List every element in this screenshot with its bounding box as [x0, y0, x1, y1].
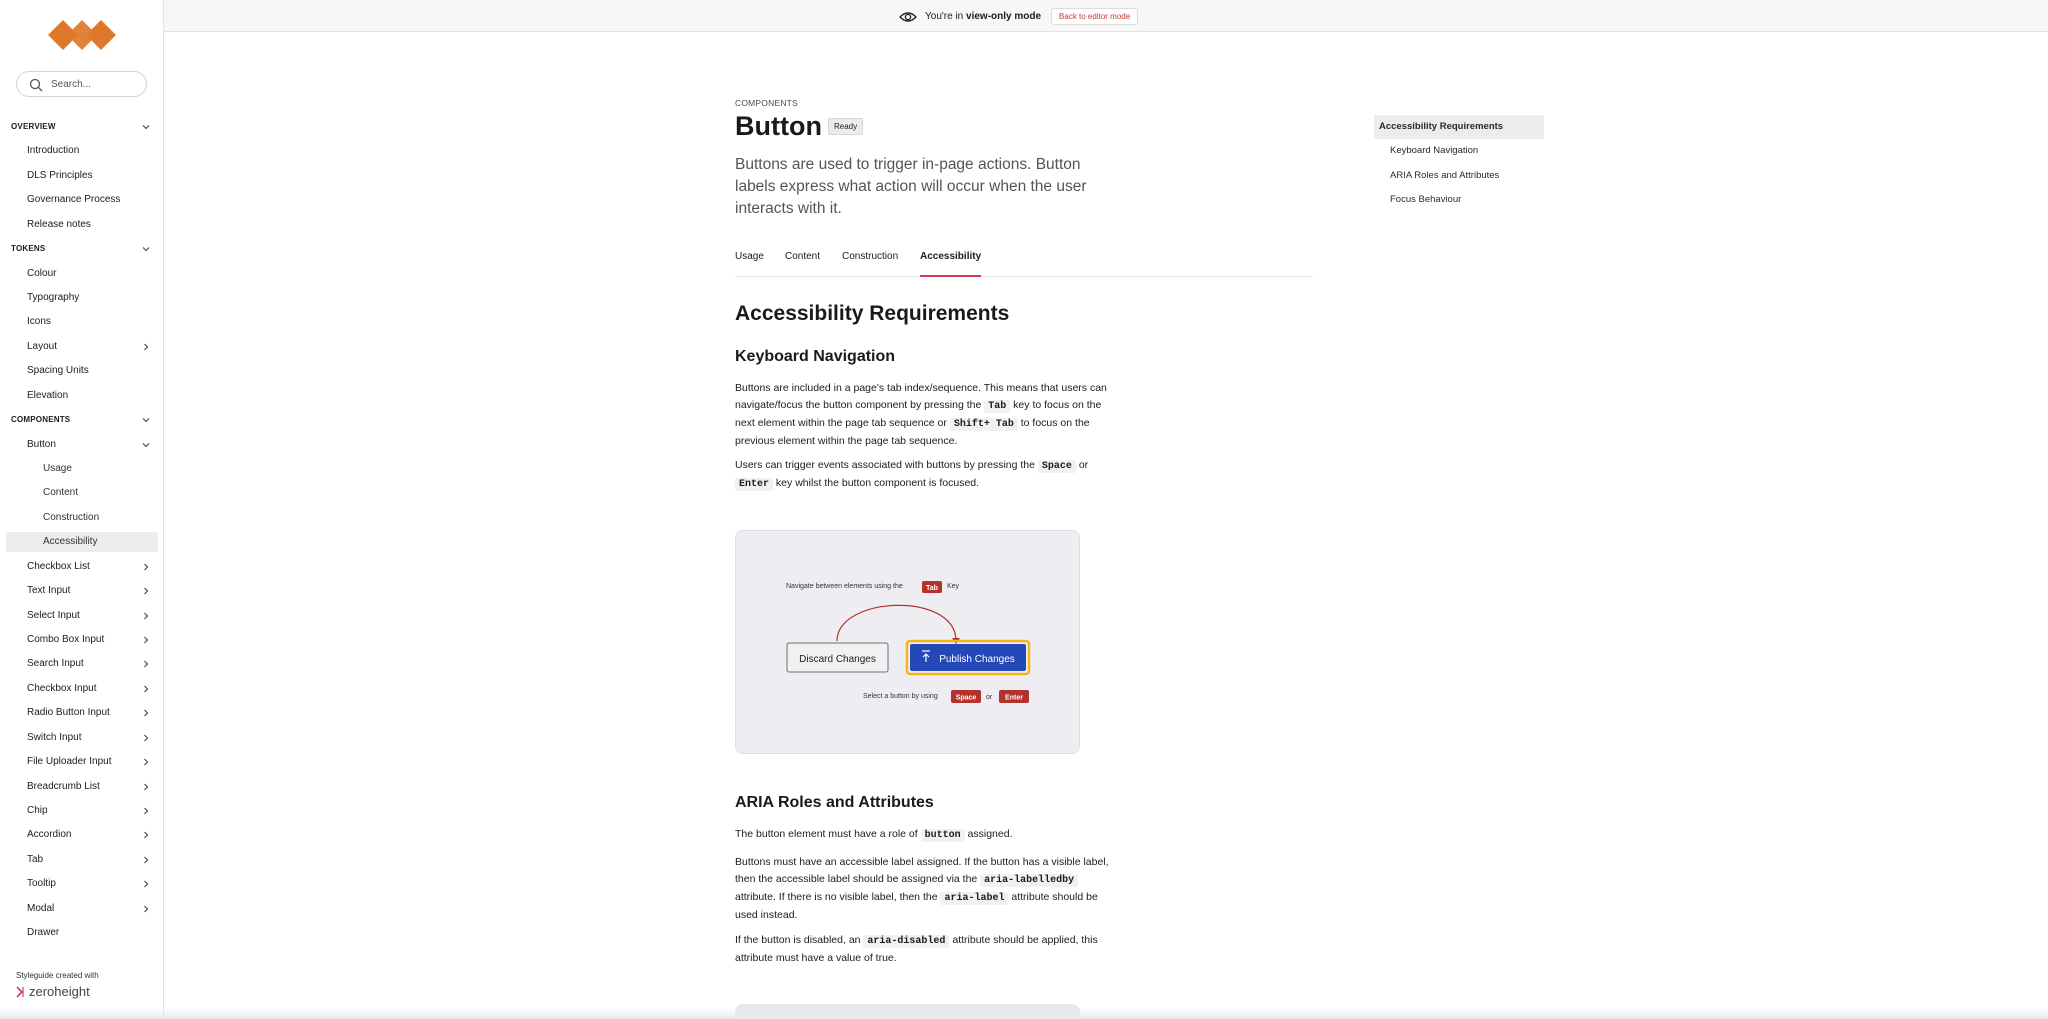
chevron-right-icon[interactable] — [142, 343, 150, 351]
sidebar-item-tab[interactable] — [0, 850, 164, 870]
illus-discard-label: Discard Changes — [799, 654, 876, 665]
heading-keyboard-navigation: Keyboard Navigation — [735, 348, 896, 365]
sidebar-section-overview[interactable] — [0, 117, 164, 137]
text: attribute should be applied, this attribute must have a value of true. — [735, 934, 1098, 964]
sidebar-item-switch-input[interactable] — [0, 728, 164, 748]
banner-prefix: You're in — [925, 11, 967, 22]
sidebar-item-label: Layout — [27, 340, 58, 352]
sidebar-item-checkbox-list[interactable] — [0, 557, 164, 577]
sidebar-item-label: Construction — [43, 511, 100, 523]
tab-usage[interactable]: Usage — [735, 251, 764, 262]
sidebar-item-governance-process[interactable] — [0, 190, 164, 210]
illus-top-caption-key: Key — [947, 583, 960, 590]
sidebar-item-label: Chip — [27, 805, 48, 817]
sidebar-item-label: Introduction — [27, 145, 80, 157]
sidebar-item-label: Accordion — [27, 829, 72, 841]
sidebar-item-label: Tooltip — [27, 878, 56, 890]
chevron-down-icon[interactable] — [142, 441, 150, 449]
sidebar-item-label: Spacing Units — [27, 365, 89, 377]
sidebar-item-label: Checkbox Input — [27, 682, 97, 694]
tab-construction[interactable]: Construction — [842, 251, 899, 262]
chevron-right-icon[interactable] — [142, 880, 150, 888]
keyboard-paragraph-1 — [735, 380, 1120, 450]
page-eyebrow: COMPONENTS — [735, 98, 798, 108]
illus-arrow-path — [837, 605, 956, 641]
illus-or: or — [986, 694, 993, 701]
illus-tab-key: Tab — [926, 585, 938, 592]
sidebar-item-label: Modal — [27, 902, 55, 914]
toc-aria-roles[interactable] — [1374, 164, 1544, 188]
sidebar-item-label: Tab — [27, 853, 44, 865]
toc-label: ARIA Roles and Attributes — [1390, 170, 1500, 181]
sidebar-item-label: Drawer — [27, 927, 60, 939]
search-icon — [29, 78, 43, 92]
sidebar-item-colour[interactable] — [0, 264, 164, 284]
toc-label: Accessibility Requirements — [1379, 121, 1504, 132]
sidebar-item-search-input[interactable] — [0, 654, 164, 674]
sidebar-item-label: OVERVIEW — [11, 122, 56, 131]
banner-mode: view-only mode — [966, 11, 1042, 22]
bottom-shadow — [0, 1008, 2048, 1019]
chevron-right-icon[interactable] — [142, 758, 150, 766]
keyboard-illustration — [735, 530, 1080, 754]
chevron-down-icon[interactable] — [142, 245, 150, 253]
sidebar-footer[interactable] — [16, 971, 99, 999]
sidebar-item-label: Radio Button Input — [27, 707, 110, 719]
chevron-right-icon[interactable] — [142, 685, 150, 693]
text: Buttons must have an accessible label assigned. If the button has a visible label, then the accessible label should be assigned via the — [735, 856, 1109, 885]
text: attribute. If there is no visible label, then the — [735, 891, 941, 903]
search-input[interactable] — [51, 76, 141, 93]
sidebar-item-construction[interactable] — [0, 508, 164, 528]
sidebar-item-label: Switch Input — [27, 731, 82, 743]
sidebar-item-label: Typography — [27, 292, 80, 303]
chevron-right-icon[interactable] — [142, 807, 150, 815]
text: Buttons are included in a page's tab index/sequence. This means that users can navigate/focus the button component by pressing the — [735, 382, 1107, 411]
code-tab: Tab — [984, 400, 1010, 413]
illus-enter-key: Enter — [1005, 694, 1023, 702]
sidebar-item-text-input[interactable] — [0, 581, 164, 601]
sidebar-item-label: Button — [27, 438, 56, 450]
code-aria-disabled: aria-disabled — [863, 935, 949, 948]
page-lede: Buttons are used to trigger in-page actions. Button labels express what action will occur when the user interacts with it. — [735, 156, 1087, 217]
chevron-down-icon[interactable] — [142, 123, 150, 131]
sidebar-item-label: DLS Principles — [27, 169, 93, 181]
aria-paragraph-1 — [735, 826, 1120, 844]
sidebar-item-select-input[interactable] — [0, 606, 164, 626]
zeroheight-brand[interactable] — [16, 984, 99, 999]
sidebar-item-label: Icons — [27, 316, 51, 328]
text: The button element must have a role of — [735, 828, 921, 840]
sidebar-section-components[interactable] — [0, 410, 164, 430]
text: key to focus on the next element within the page tab sequence or — [735, 399, 1102, 429]
chevron-right-icon[interactable] — [142, 660, 150, 668]
sidebar-item-label: Breadcrumb List — [27, 780, 100, 792]
sidebar-item-label: Release notes — [27, 218, 91, 230]
toc-focus-behaviour[interactable] — [1374, 188, 1544, 212]
sidebar-item-file-uploader-input[interactable] — [0, 752, 164, 772]
sidebar-item-typography[interactable] — [0, 288, 164, 308]
section-heading-accessibility: Accessibility Requirements — [735, 302, 1010, 325]
banner-content — [899, 8, 1138, 25]
sidebar — [0, 0, 164, 1019]
toc-label: Keyboard Navigation — [1390, 145, 1479, 156]
page-tabs — [735, 248, 1313, 277]
sidebar-item-modal[interactable] — [0, 899, 164, 919]
tab-accessibility[interactable]: Accessibility — [920, 248, 981, 277]
text: key whilst the button component is focused. — [773, 477, 980, 489]
sidebar-item-label: Content — [43, 487, 79, 499]
chevron-right-icon[interactable] — [142, 636, 150, 644]
sidebar-item-radio-button-input[interactable] — [0, 703, 164, 723]
chevron-right-icon[interactable] — [142, 563, 150, 571]
text: assigned. — [964, 828, 1013, 840]
heading-aria-roles: ARIA Roles and Attributes — [735, 794, 934, 811]
page-title: Button — [735, 111, 822, 141]
toc-accessibility-requirements[interactable] — [1374, 115, 1544, 139]
code-enter: Enter — [735, 478, 773, 491]
chevron-right-icon[interactable] — [142, 734, 150, 742]
illus-bottom-caption: Select a button by using — [863, 693, 938, 700]
sidebar-item-usage[interactable] — [0, 459, 164, 479]
toc-label: Focus Behaviour — [1390, 194, 1462, 205]
sidebar-item-introduction[interactable] — [0, 141, 164, 161]
chevron-right-icon[interactable] — [142, 905, 150, 913]
sidebar-item-combo-box-input[interactable] — [0, 630, 164, 650]
sidebar-item-tooltip[interactable] — [0, 874, 164, 894]
sidebar-item-icons[interactable] — [0, 312, 164, 332]
sidebar-item-label: Combo Box Input — [27, 634, 105, 646]
sidebar-item-label: Search Input — [27, 658, 84, 670]
eye-icon — [899, 11, 917, 23]
view-only-banner — [164, 0, 2048, 32]
sidebar-item-label: Select Input — [27, 609, 80, 621]
sidebar-item-label: File Uploader Input — [27, 756, 112, 768]
chevron-right-icon[interactable] — [142, 709, 150, 717]
search-box[interactable] — [16, 71, 147, 97]
chevron-down-icon[interactable] — [142, 416, 150, 424]
sidebar-item-content[interactable] — [0, 483, 164, 503]
sidebar-item-elevation[interactable] — [0, 386, 164, 406]
code-shift-tab: Shift+ Tab — [950, 418, 1018, 431]
sidebar-item-label: Text Input — [27, 585, 71, 597]
sidebar-item-label: Usage — [43, 463, 72, 475]
sidebar-item-label: COMPONENTS — [11, 415, 71, 425]
sidebar-item-spacing-units[interactable] — [0, 361, 164, 381]
sidebar-item-release-notes[interactable] — [0, 215, 164, 235]
chevron-right-icon[interactable] — [142, 587, 150, 595]
sidebar-item-label: Accessibility — [43, 536, 98, 548]
illus-publish-label: Publish Changes — [939, 654, 1015, 665]
sidebar-item-accessibility[interactable] — [6, 532, 158, 552]
code-space: Space — [1038, 460, 1076, 473]
sidebar-item-checkbox-input[interactable] — [0, 679, 164, 699]
aria-paragraph-3 — [735, 932, 1120, 967]
text: Users can trigger events associated with buttons by pressing the — [735, 459, 1038, 471]
sidebar-item-label: Elevation — [27, 389, 69, 401]
sidebar-item-button[interactable] — [0, 435, 164, 455]
back-to-editor-button[interactable]: Back to editor mode — [1051, 8, 1138, 25]
toc-keyboard-navigation[interactable] — [1374, 139, 1544, 163]
footer-caption: Styleguide created with — [16, 971, 99, 980]
chevron-right-icon[interactable] — [142, 856, 150, 864]
illustration-canvas — [736, 531, 1081, 755]
sidebar-item-dls-principles[interactable] — [0, 166, 164, 186]
keyboard-paragraph-2 — [735, 457, 1120, 493]
illus-top-caption: Navigate between elements using the — [786, 583, 903, 590]
code-aria-label: aria-label — [940, 892, 1008, 905]
code-button: button — [921, 829, 965, 842]
aria-paragraph-2 — [735, 854, 1120, 924]
text: to focus on the previous element within the page tab sequence. — [735, 417, 1090, 447]
chevron-right-icon[interactable] — [142, 831, 150, 839]
sidebar-item-label: TOKENS — [11, 244, 46, 254]
brand-logo[interactable] — [48, 18, 116, 52]
text: attribute should be used instead. — [735, 891, 1098, 921]
sidebar-item-label: Governance Process — [27, 194, 121, 206]
zeroheight-logo-icon — [16, 986, 25, 998]
text: If the button is disabled, an — [735, 934, 864, 946]
sidebar-item-label: Checkbox List — [27, 560, 90, 572]
status-badge: Ready — [828, 118, 863, 135]
sidebar-item-layout[interactable] — [0, 337, 164, 357]
sidebar-item-breadcrumb-list[interactable] — [0, 777, 164, 797]
sidebar-item-label: Colour — [27, 267, 57, 279]
chevron-right-icon[interactable] — [142, 612, 150, 620]
sidebar-item-drawer[interactable] — [0, 923, 164, 943]
sidebar-item-accordion[interactable] — [0, 825, 164, 845]
sidebar-item-chip[interactable] — [0, 801, 164, 821]
code-aria-labelledby: aria-labelledby — [980, 874, 1078, 887]
text: or — [1075, 459, 1089, 471]
tab-content[interactable]: Content — [785, 251, 821, 262]
chevron-right-icon[interactable] — [142, 783, 150, 791]
footer-brand-text: zeroheight — [29, 984, 90, 999]
illus-space-key: Space — [955, 694, 977, 702]
sidebar-section-tokens[interactable] — [0, 239, 164, 259]
